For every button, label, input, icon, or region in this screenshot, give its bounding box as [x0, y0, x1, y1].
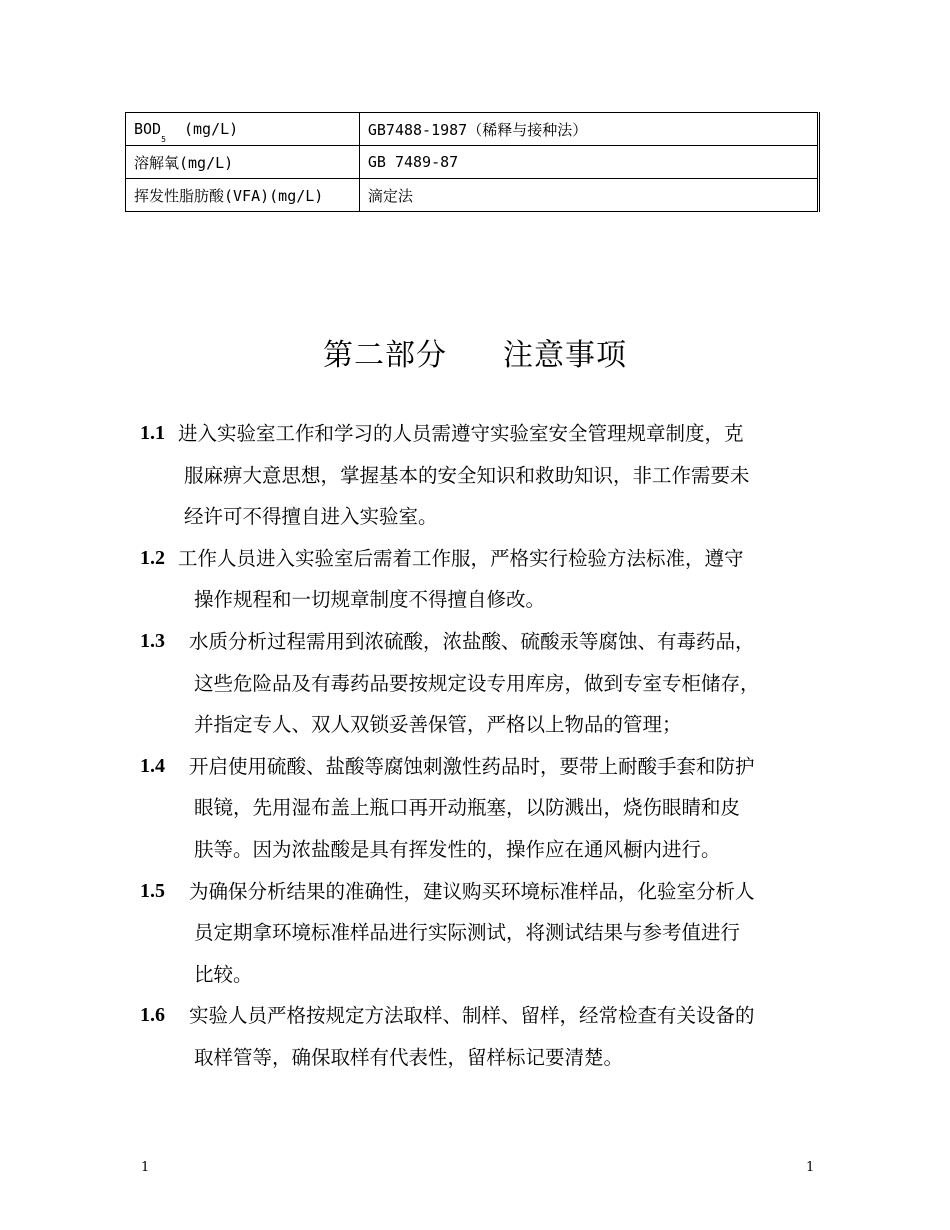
- section-part: 第二部分: [323, 338, 447, 373]
- item-text: 工作人员进入实验室后需着工作服，严格实行检验方法标准，遵守: [178, 546, 744, 570]
- item-text: 实验人员严格按规定方法取样、制样、留样，经常检查有关设备的: [189, 1004, 755, 1028]
- item-text: 员定期拿环境标准样品进行实际测试，将测试结果与参考值进行: [194, 921, 741, 945]
- section-title: [0, 330, 950, 374]
- table-row: [126, 179, 819, 212]
- method-cell: 滴定法: [359, 179, 818, 212]
- item-number: 1.6: [140, 1004, 165, 1027]
- method-table: [125, 112, 820, 212]
- item-text: 为确保分析结果的准确性，建议购买环境标准样品，化验室分析人: [189, 879, 755, 903]
- list-item: [140, 538, 815, 621]
- item-text: 经许可不得擅自进入实验室。: [184, 505, 438, 529]
- page-number-left: 1: [141, 1160, 150, 1175]
- method-cell: GB7488-1987（稀释与接种法）: [359, 113, 818, 146]
- item-number: 1.1: [140, 422, 165, 444]
- list-item: [140, 871, 815, 996]
- item-text: 并指定专人、双人双锁妥善保管，严格以上物品的管理；: [194, 713, 682, 737]
- item-number: 1.4: [140, 754, 165, 777]
- item-text: 操作规程和一切规章制度不得擅自修改。: [194, 588, 546, 612]
- item-number: 1.3: [140, 629, 165, 652]
- list-item: [140, 746, 815, 871]
- item-number: 1.5: [140, 879, 165, 902]
- list-item: [140, 995, 815, 1078]
- list-item: [140, 621, 815, 746]
- method-cell: GB 7489-87: [359, 146, 818, 179]
- item-text: 服麻痹大意思想，掌握基本的安全知识和救助知识，非工作需要未: [184, 463, 750, 487]
- param-cell: 溶解氧(mg/L): [126, 146, 360, 179]
- item-text: 眼镜，先用湿布盖上瓶口再开动瓶塞，以防溅出，烧伤眼睛和皮: [194, 796, 741, 820]
- item-text: 开启使用硫酸、盐酸等腐蚀刺激性药品时，要带上耐酸手套和防护: [189, 754, 755, 778]
- item-number: 1.2: [140, 546, 165, 569]
- item-text: 进入实验室工作和学习的人员需遵守实验室安全管理规章制度，克: [178, 422, 744, 445]
- item-text: 这些危险品及有毒药品要按规定设专用库房，做到专室专柜储存，: [194, 671, 760, 695]
- item-text: 取样管等，确保取样有代表性，留样标记要清楚。: [194, 1045, 624, 1069]
- param-cell: $BOD_5$ (mg/L): [126, 113, 360, 146]
- section-heading: 注意事项: [503, 338, 627, 373]
- notes-list: [140, 413, 815, 1079]
- item-text: 肤等。因为浓盐酸是具有挥发性的，操作应在通风橱内进行。: [194, 837, 721, 861]
- subscript: 5: [161, 135, 166, 144]
- item-text: 水质分析过程需用到浓硫酸，浓盐酸、硫酸汞等腐蚀、有毒药品，: [189, 629, 755, 653]
- page-number-right: 1: [806, 1160, 815, 1175]
- param-cell: 挥发性脂肪酸(VFA)(mg/L): [126, 179, 360, 212]
- table-row: [126, 113, 819, 146]
- list-item: [140, 413, 815, 538]
- item-text: 比较。: [194, 962, 253, 986]
- table-row: [126, 146, 819, 179]
